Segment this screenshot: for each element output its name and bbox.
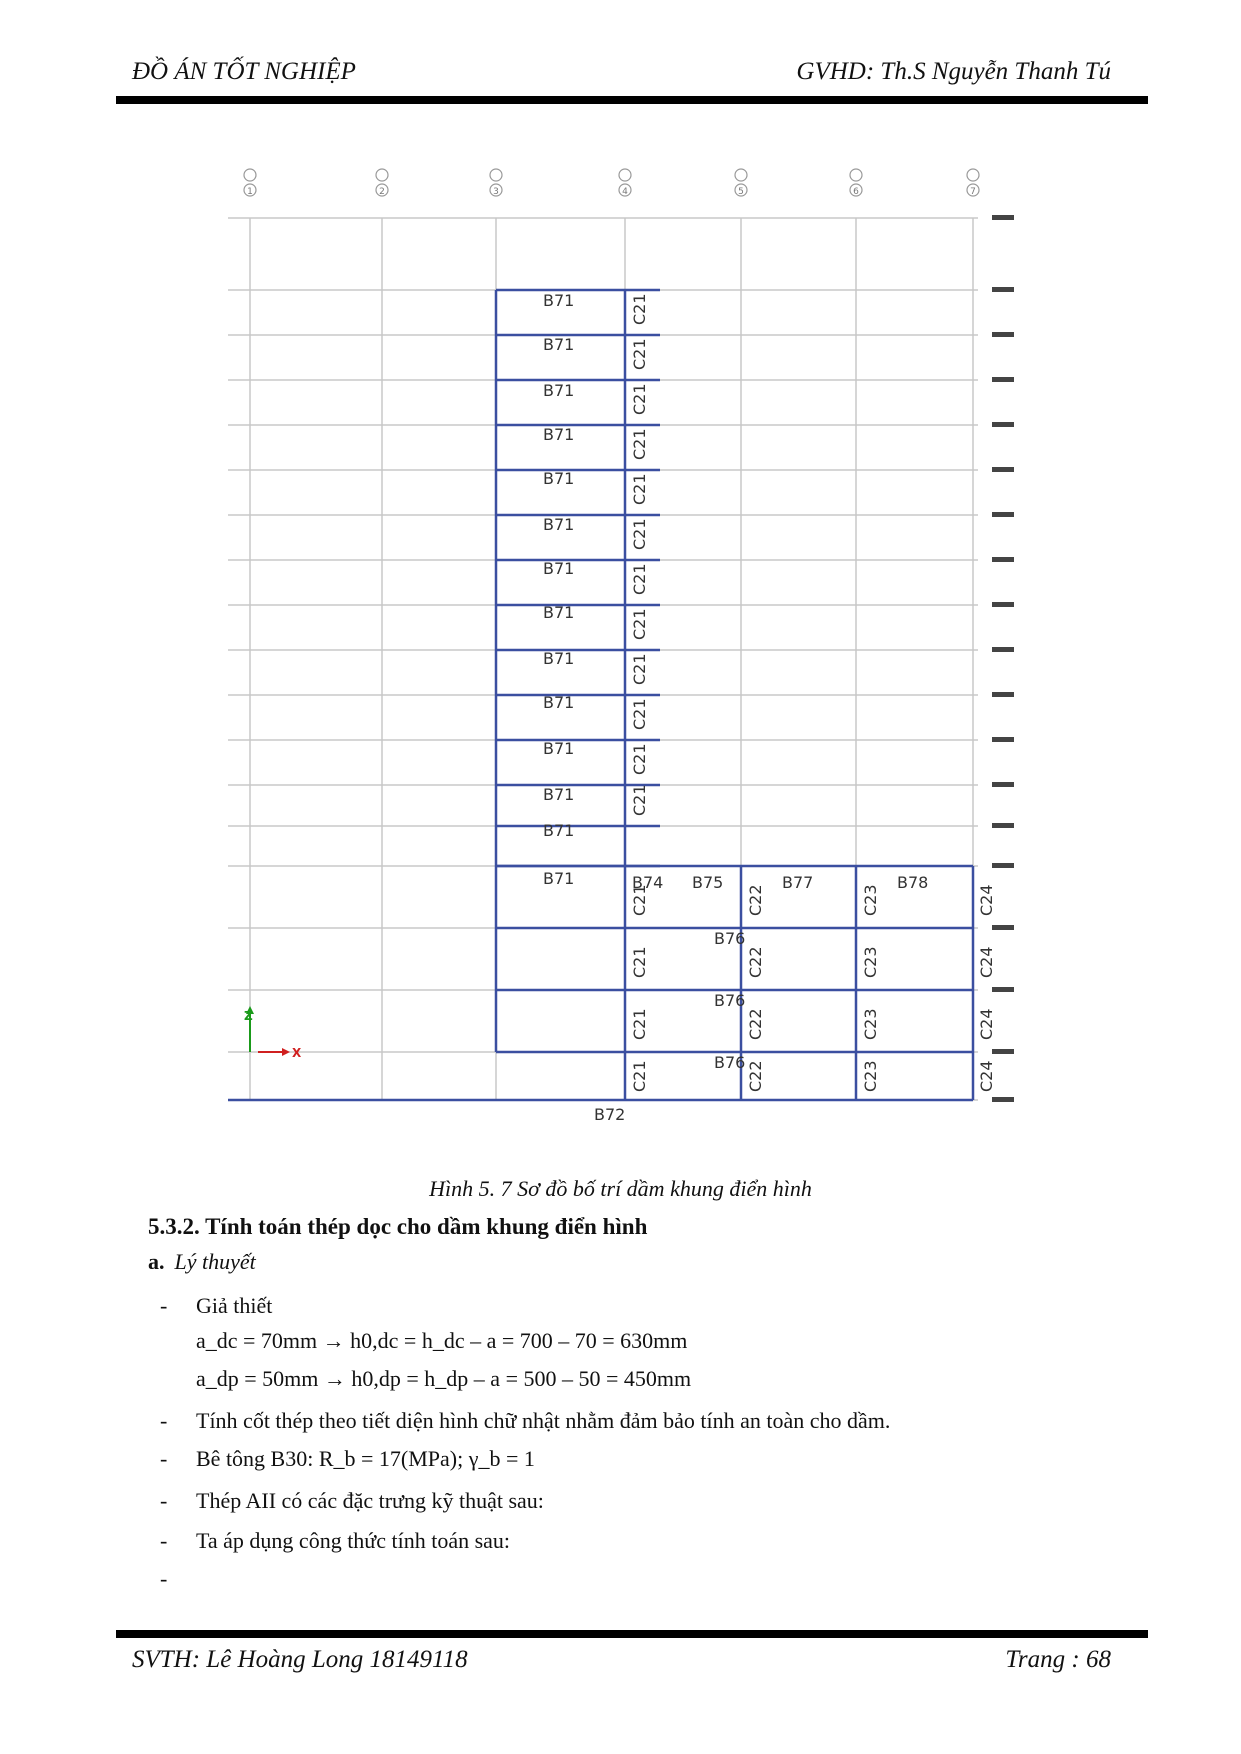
column-label-lower: C23	[861, 1008, 880, 1040]
column-label-lower: C22	[746, 1008, 765, 1040]
grid-bubble-top	[376, 169, 388, 181]
story-marker	[992, 987, 1014, 992]
story-marker	[992, 422, 1014, 427]
footer-left: SVTH: Lê Hoàng Long 18149118	[132, 1646, 468, 1673]
axis-z-label: Z	[244, 1009, 253, 1023]
bullet-section: Tính cốt thép theo tiết diện hình chữ nhật nhằm đảm bảo tính an toàn cho dầm.	[196, 1408, 891, 1433]
story-marker	[992, 863, 1014, 868]
column-label-c21: C21	[630, 428, 649, 460]
grid-label: 5	[738, 187, 744, 197]
bullet-dash: -	[160, 1488, 168, 1513]
story-marker	[992, 692, 1014, 697]
story-marker	[992, 557, 1014, 562]
story-marker	[992, 1097, 1014, 1102]
header-right: GVHD: Th.S Nguyễn Thanh Tú	[796, 58, 1111, 85]
column-label-c21: C21	[630, 698, 649, 730]
beam-label-b71: B71	[543, 693, 575, 712]
beam-label-b75: B75	[692, 873, 724, 892]
beam-label-b71: B71	[543, 559, 575, 578]
column-label-lower: C24	[977, 884, 996, 916]
story-marker	[992, 602, 1014, 607]
story-marker	[992, 782, 1014, 787]
axis-x-label: X	[292, 1046, 302, 1060]
column-label-c21: C21	[630, 518, 649, 550]
beam-label-b71: B71	[543, 649, 575, 668]
grid-bubble-top	[967, 169, 979, 181]
grid-bubble-top	[735, 169, 747, 181]
column-label-lower: C22	[746, 1060, 765, 1092]
column-label-c21: C21	[630, 743, 649, 775]
beam-label-b71: B71	[543, 381, 575, 400]
column-label-lower: C23	[861, 946, 880, 978]
section-title: 5.3.2. Tính toán thép dọc cho dầm khung điển hình	[148, 1214, 648, 1239]
header-left: ĐỒ ÁN TỐT NGHIỆP	[132, 58, 356, 85]
story-marker	[992, 215, 1014, 220]
bullet-dash: -	[160, 1293, 168, 1318]
beam-label-b71: B71	[543, 603, 575, 622]
column-label-lower: C22	[746, 946, 765, 978]
grid-bubble-top	[490, 169, 502, 181]
bullet-assumption: Giả thiết	[196, 1293, 273, 1318]
story-marker	[992, 823, 1014, 828]
beam-label-b71: B71	[543, 821, 575, 840]
beam-label-b76: B76	[714, 991, 746, 1010]
grid-bubble-top	[619, 169, 631, 181]
beam-label-b71: B71	[543, 425, 575, 444]
story-marker	[992, 647, 1014, 652]
beam-label-b71: B71	[543, 785, 575, 804]
footer-rule	[116, 1630, 1148, 1638]
column-label-c21: C21	[630, 383, 649, 415]
story-marker	[992, 332, 1014, 337]
beam-label-b77: B77	[782, 873, 814, 892]
beam-label-b71: B71	[543, 515, 575, 534]
story-marker	[992, 925, 1014, 930]
beam-label-b72: B72	[594, 1105, 626, 1124]
bullet-dash: -	[160, 1408, 168, 1433]
column-label-c21: C21	[630, 293, 649, 325]
beam-label-b71: B71	[543, 739, 575, 758]
column-label-c21: C21	[630, 473, 649, 505]
column-label-c21: C21	[630, 653, 649, 685]
column-label-lower: C23	[861, 884, 880, 916]
bullet-dash: -	[160, 1566, 168, 1591]
figure-caption: Hình 5. 7 Sơ đồ bố trí dầm khung điển hình	[429, 1176, 812, 1201]
subsection-title	[148, 1249, 256, 1275]
grid-label: 4	[622, 187, 628, 197]
bullet-steel: Thép AII có các đặc trưng kỹ thuật sau:	[196, 1488, 544, 1513]
column-label-lower: C21	[630, 1008, 649, 1040]
beam-label-b76: B76	[714, 1053, 746, 1072]
column-label-lower: C21	[630, 1060, 649, 1092]
story-marker	[992, 1049, 1014, 1054]
bullet-concrete: Bê tông B30: R_b = 17(MPa); γ_b = 1	[196, 1446, 535, 1471]
beam-label-b76: B76	[714, 929, 746, 948]
equation-dp: a_dp = 50mm → h0,dp = h_dp – a = 500 – 50 = 450mm	[196, 1366, 692, 1391]
story-marker	[992, 737, 1014, 742]
beam-label-b71: B71	[543, 335, 575, 354]
column-label-lower: C24	[977, 946, 996, 978]
column-label-c21: C21	[630, 338, 649, 370]
column-label-lower: C24	[977, 1060, 996, 1092]
story-marker	[992, 287, 1014, 292]
beam-label-b78: B78	[897, 873, 929, 892]
bullet-dash: -	[160, 1446, 168, 1471]
footer-right: Trang : 68	[1005, 1646, 1111, 1673]
grid-label: 6	[853, 187, 859, 197]
story-marker	[992, 467, 1014, 472]
grid-label: 1	[247, 187, 253, 197]
column-label-lower: C22	[746, 884, 765, 916]
story-marker	[992, 377, 1014, 382]
bullet-formula: Ta áp dụng công thức tính toán sau:	[196, 1528, 511, 1553]
subsection-text: Lý thuyết	[174, 1249, 256, 1274]
column-label-c21: C21	[630, 784, 649, 816]
story-marker	[992, 512, 1014, 517]
column-label-lower: C23	[861, 1060, 880, 1092]
beam-label-b71: B71	[543, 869, 575, 888]
beam-label-b71: B71	[543, 469, 575, 488]
column-label-c21: C21	[630, 563, 649, 595]
axis-x-arrow	[282, 1048, 290, 1056]
column-label-lower: C21	[630, 946, 649, 978]
column-label-lower: C21	[630, 884, 649, 916]
grid-label: 2	[379, 187, 385, 197]
equation-dc: a_dc = 70mm → h0,dc = h_dc – a = 700 – 70 = 630mm	[196, 1328, 688, 1353]
bullet-dash: -	[160, 1528, 168, 1553]
beam-label-b71: B71	[543, 291, 575, 310]
grid-bubble-top	[244, 169, 256, 181]
beam-label-b74: B74	[632, 873, 664, 892]
subsection-letter: a.	[148, 1249, 165, 1274]
grid-bubble-top	[850, 169, 862, 181]
grid-label: 3	[493, 187, 499, 197]
column-label-lower: C24	[977, 1008, 996, 1040]
column-label-c21: C21	[630, 608, 649, 640]
grid-label: 7	[970, 187, 976, 197]
